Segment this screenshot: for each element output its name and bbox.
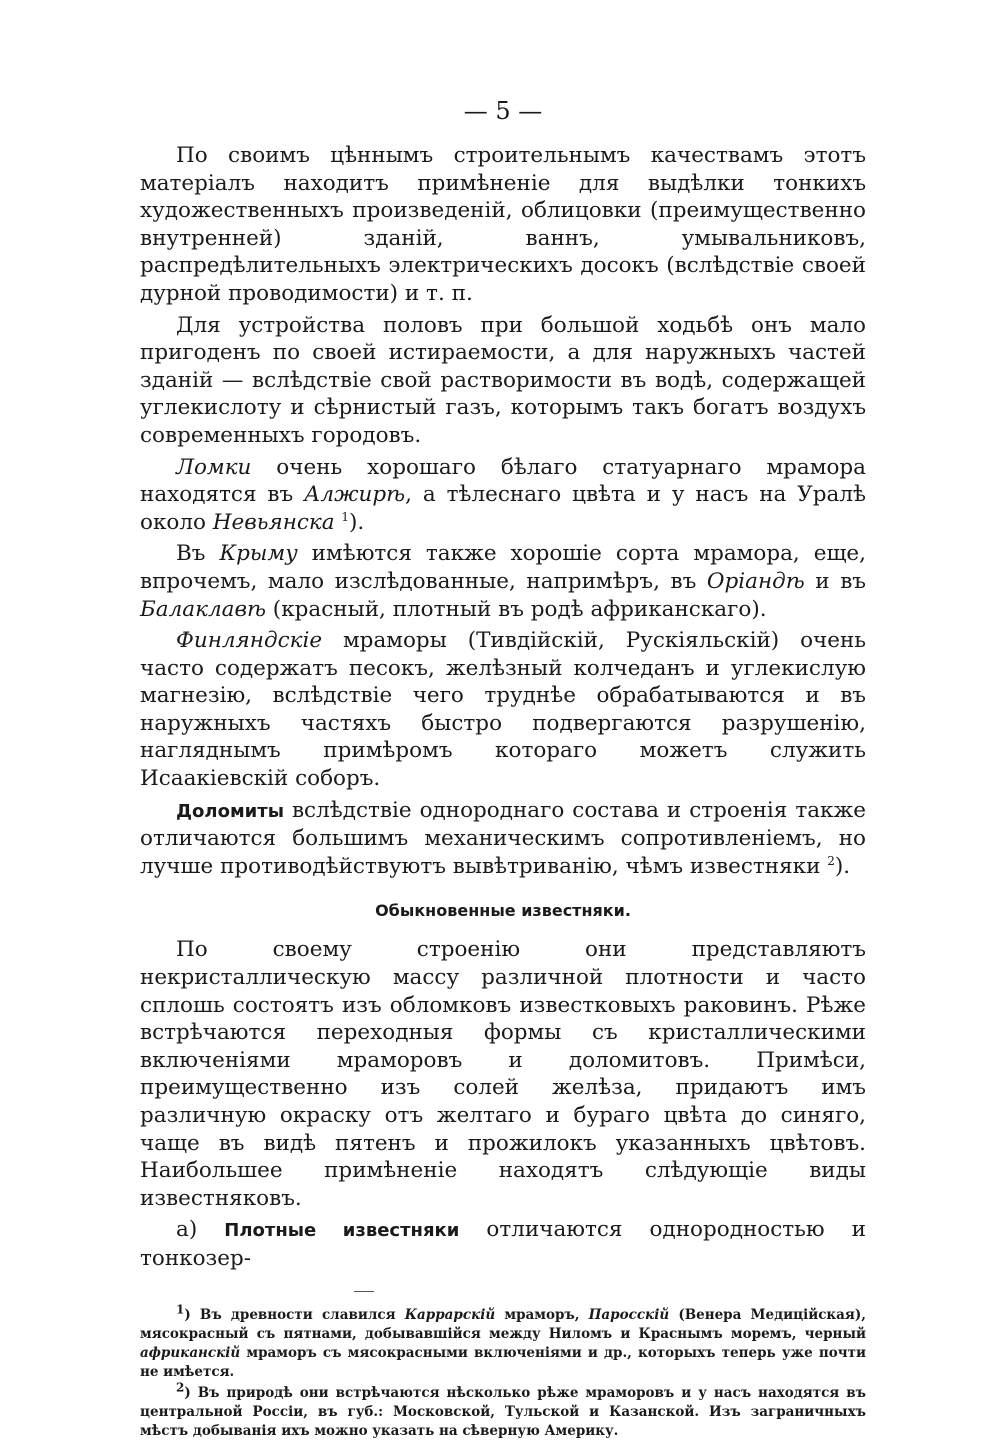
footnote-ref[interactable]: 1 xyxy=(341,509,350,524)
italic-term: Каррарскій xyxy=(404,1306,496,1323)
paragraph: Въ Крыму имѣются также хорошіе сорта мрамора, еще, впрочемъ, мало изслѣдованные, напримѣръ, въ Оріандѣ и въ Балаклавѣ (красный, плотный въ родѣ африканскаго). xyxy=(140,541,866,622)
section-heading: Обыкновенные известняки. xyxy=(375,901,631,921)
italic-term: Невьянска xyxy=(212,509,335,535)
footnote-divider xyxy=(354,1291,374,1292)
footnote: 1) Въ древности славился Каррарскій мраморъ, Паросскій (Венера Медиційская), мясокрасный съ пятнами, добывавшійся между Ниломъ и Краснымъ моремъ, черный африканскій мраморъ съ мясокрасными включеніями и др., которыхъ теперь уже почти не имѣется. xyxy=(140,1302,866,1380)
paragraph: Для устройства половъ при большой ходьбѣ онъ мало пригоденъ по своей истираемости, а для наружныхъ частей зданій — вслѣдствіе свой растворимости въ водѣ, содержащей углекислоту и сѣрнистый газъ, которымъ такъ богатъ воздухъ современныхъ городовъ. xyxy=(140,312,866,448)
paragraph: Доломиты вслѣдствіе однороднаго состава и строенія также отличаются большимъ механическимъ сопротивленіемъ, но лучше противодѣйствуютъ вывѣтриванію, чѣмъ известняки $^2$). xyxy=(140,797,866,879)
paragraph: а) Плотные известняки отличаются однородностью и тонкозер- xyxy=(140,1217,866,1271)
italic-term: Паросскій xyxy=(588,1306,670,1323)
bold-term: Плотные известняки xyxy=(224,1220,460,1242)
italic-term: Оріандѣ xyxy=(706,568,805,594)
italic-term: Финляндскіе xyxy=(176,628,323,654)
main-text xyxy=(140,142,866,1273)
footnote: 2) Въ природѣ они встрѣчаются нѣсколько рѣже мраморовъ и у насъ находятся въ центральной Россіи, въ губ.: Московской, Тульской и Казанской. Изъ заграничныхъ мѣстъ добыванія ихъ можно указать на сѣверную Америку. xyxy=(140,1380,866,1439)
paragraph: По своему строенію они представляютъ некристаллическую массу различной плотности и часто сплошь состоятъ изъ обломковъ известковыхъ раковинъ. Рѣже встрѣчаются переходныя формы съ кристаллическими включеніями мраморовъ и доломитовъ. Примѣси, преимущественно изъ солей желѣза, придаютъ имъ различную окраску отъ желтаго и бураго цвѣта до синяго, чаще въ видѣ пятенъ и прожилокъ указанныхъ цвѣтовъ. Наибольшее примѣненіе находятъ слѣдующіе виды известняковъ. xyxy=(140,937,866,1211)
paragraph: Финляндскіе мраморы (Тивдійскій, Рускіяльскій) очень часто содержатъ песокъ, желѣзный колчеданъ и углекислую магнезію, вслѣдствіе чего труднѣе обрабатываются и въ наружныхъ частяхъ быстро подвергаются разрушенію, нагляднымъ примѣромъ котораго можетъ служить Исаакіевскій соборъ. xyxy=(140,628,866,792)
italic-term: Ломки xyxy=(176,454,252,480)
bold-term: Доломиты xyxy=(176,800,284,822)
italic-term: Алжирѣ xyxy=(304,482,406,508)
page-number: — 5 — xyxy=(463,97,543,125)
paragraph: По своимъ цѣннымъ строительнымъ качествамъ этотъ матеріалъ находитъ примѣненіе для выдѣлки тонкихъ художественныхъ произведеній, облицовки (преимущественно внутренней) зданій, ваннъ, умывальниковъ, распредѣлительныхъ электрическихъ досокъ (вслѣдствіе своей дурной проводимости) и т. п. xyxy=(140,143,866,306)
page xyxy=(140,96,866,1443)
footnotes xyxy=(140,1302,866,1441)
footnote-number: 1 xyxy=(176,1302,185,1317)
italic-term: африканскій xyxy=(140,1344,241,1361)
footnote-ref[interactable]: 2 xyxy=(827,853,835,868)
paragraph: Ломки очень хорошаго бѣлаго статуарнаго мрамора находятся въ Алжирѣ, а тѣлеснаго цвѣта и у насъ на Уралѣ около Невьянска $^1$). xyxy=(140,454,866,535)
italic-term: Балаклавѣ xyxy=(140,596,266,622)
italic-term: Крыму xyxy=(219,541,298,567)
footnote-number: 2 xyxy=(176,1380,185,1395)
